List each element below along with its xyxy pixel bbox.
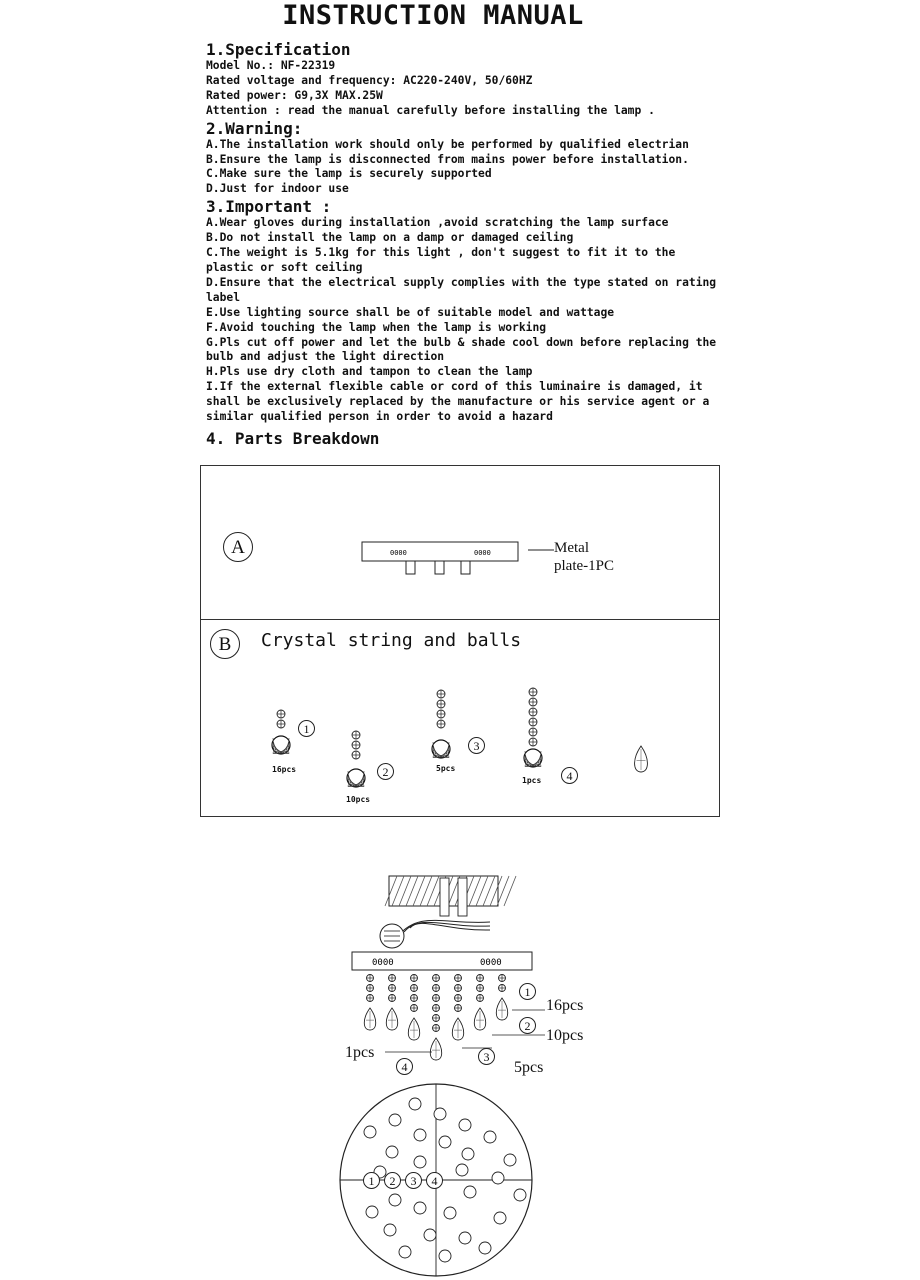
crystal-position: [464, 1186, 476, 1198]
assembly-num-2: 2: [519, 1017, 536, 1034]
manual-line: shall be exclusively replaced by the manufacture or his service agent or a: [206, 395, 710, 409]
metal-plate-label-1: Metal: [554, 540, 589, 556]
crystal-position: [459, 1232, 471, 1244]
crystal-position: [479, 1242, 491, 1254]
crystal-position: [459, 1119, 471, 1131]
manual-text: [206, 40, 726, 425]
manual-line: H.Pls use dry cloth and tampon to clean the lamp: [206, 365, 533, 379]
crystal-position: [494, 1212, 506, 1224]
crystal-4-qty: 1pcs: [522, 776, 542, 785]
crystal-2-number: 2: [377, 763, 394, 780]
manual-line: D.Just for indoor use: [206, 182, 349, 196]
manual-line: B.Do not install the lamp on a damp or damaged ceiling: [206, 231, 574, 245]
manual-line: Attention : read the manual carefully before installing the lamp .: [206, 103, 655, 117]
manual-line: F.Avoid touching the lamp when the lamp is working: [206, 320, 547, 334]
manual-line: E.Use lighting source shall be of suitable model and wattage: [206, 305, 615, 319]
crystal-position: [389, 1114, 401, 1126]
part-b-marker: B: [210, 629, 240, 659]
plate-terminals: 0000: [480, 958, 502, 968]
crystal-position: [492, 1172, 504, 1184]
parts-breakdown-heading: 4. Parts Breakdown: [206, 429, 380, 448]
assembly-num-1: 1: [519, 983, 536, 1000]
crystal-position: [424, 1229, 436, 1241]
crystal-strings-drawing: [201, 616, 721, 816]
crystal-position: [364, 1126, 376, 1138]
part-a-marker: A: [223, 532, 253, 562]
manual-line: plastic or soft ceiling: [206, 260, 363, 274]
bottom-num-2: 2: [384, 1172, 401, 1189]
crystal-position: [414, 1202, 426, 1214]
section-heading: 2.Warning:: [206, 118, 303, 138]
crystal-1-qty: 16pcs: [272, 765, 297, 774]
bottom-num-1: 1: [363, 1172, 380, 1189]
metal-plate-drawing: [201, 466, 721, 616]
crystal-title: Crystal string and balls: [261, 630, 522, 651]
manual-line: D.Ensure that the electrical supply complies with the type stated on rating: [206, 275, 717, 289]
crystal-position: [414, 1156, 426, 1168]
crystal-position: [389, 1194, 401, 1206]
manual-line: A.Wear gloves during installation ,avoid scratching the lamp surface: [206, 216, 669, 230]
crystal-position: [484, 1131, 496, 1143]
plate-terminals: 0000: [372, 958, 394, 968]
section-heading: 3.Important :: [206, 197, 332, 217]
crystal-4-number: 4: [561, 767, 578, 784]
manual-line: C.The weight is 5.1kg for this light , don't suggest to fit it to the: [206, 246, 676, 260]
crystal-position: [462, 1148, 474, 1160]
crystal-position: [439, 1136, 451, 1148]
crystal-3-qty: 5pcs: [436, 764, 456, 773]
manual-line: C.Make sure the lamp is securely supported: [206, 167, 492, 181]
crystal-position: [434, 1108, 446, 1120]
power-wire: [398, 920, 490, 936]
manual-line: G.Pls cut off power and let the bulb & shade cool down before replacing the: [206, 335, 717, 349]
metal-plate-label-2: plate-1PC: [554, 558, 614, 574]
crystal-1-number: 1: [298, 720, 315, 737]
assembly-label-1pcs: 1pcs: [345, 1044, 375, 1061]
assembly-num-3: 3: [478, 1048, 495, 1065]
manual-line: similar qualified person in order to avoid a hazard: [206, 410, 553, 424]
bottom-num-4: 4: [426, 1172, 443, 1189]
bottom-num-3: 3: [405, 1172, 422, 1189]
manual-line: Model No.: NF-22319: [206, 59, 336, 72]
manual-line: A.The installation work should only be performed by qualified electrian: [206, 137, 689, 151]
manual-line: bulb and adjust the light direction: [206, 350, 445, 364]
crystal-3-number: 3: [468, 737, 485, 754]
crystal-position: [386, 1146, 398, 1158]
terminal-block-right: 0000: [474, 549, 491, 557]
bottom-view-diagram: [0, 1080, 920, 1280]
crystal-position: [399, 1246, 411, 1258]
section-heading: 1.Specification: [206, 40, 351, 59]
assembly-label-10pcs: 10pcs: [546, 1027, 584, 1044]
crystal-position: [456, 1164, 468, 1176]
crystal-position: [384, 1224, 396, 1236]
manual-line: Rated voltage and frequency: AC220-240V, 50/60HZ: [206, 73, 533, 87]
manual-line: I.If the external flexible cable or cord of this luminaire is damaged, it: [206, 380, 703, 394]
crystal-2-qty: 10pcs: [346, 795, 371, 804]
manual-line: label: [206, 290, 241, 304]
assembly-label-16pcs: 16pcs: [546, 997, 584, 1014]
document-title: INSTRUCTION MANUAL: [282, 0, 584, 31]
crystal-position: [444, 1207, 456, 1219]
crystal-position: [504, 1154, 516, 1166]
crystal-position: [414, 1129, 426, 1141]
manual-line: B.Ensure the lamp is disconnected from mains power before installation.: [206, 152, 689, 166]
crystal-position: [366, 1206, 378, 1218]
crystal-position: [514, 1189, 526, 1201]
crystal-position: [409, 1098, 421, 1110]
terminal-block-left: 0000: [390, 549, 407, 557]
manual-line: Rated power: G9,3X MAX.25W: [206, 88, 383, 102]
crystal-position: [439, 1250, 451, 1262]
assembly-num-4: 4: [396, 1058, 413, 1075]
parts-breakdown-box: [200, 465, 720, 817]
assembly-label-5pcs: 5pcs: [514, 1059, 544, 1076]
